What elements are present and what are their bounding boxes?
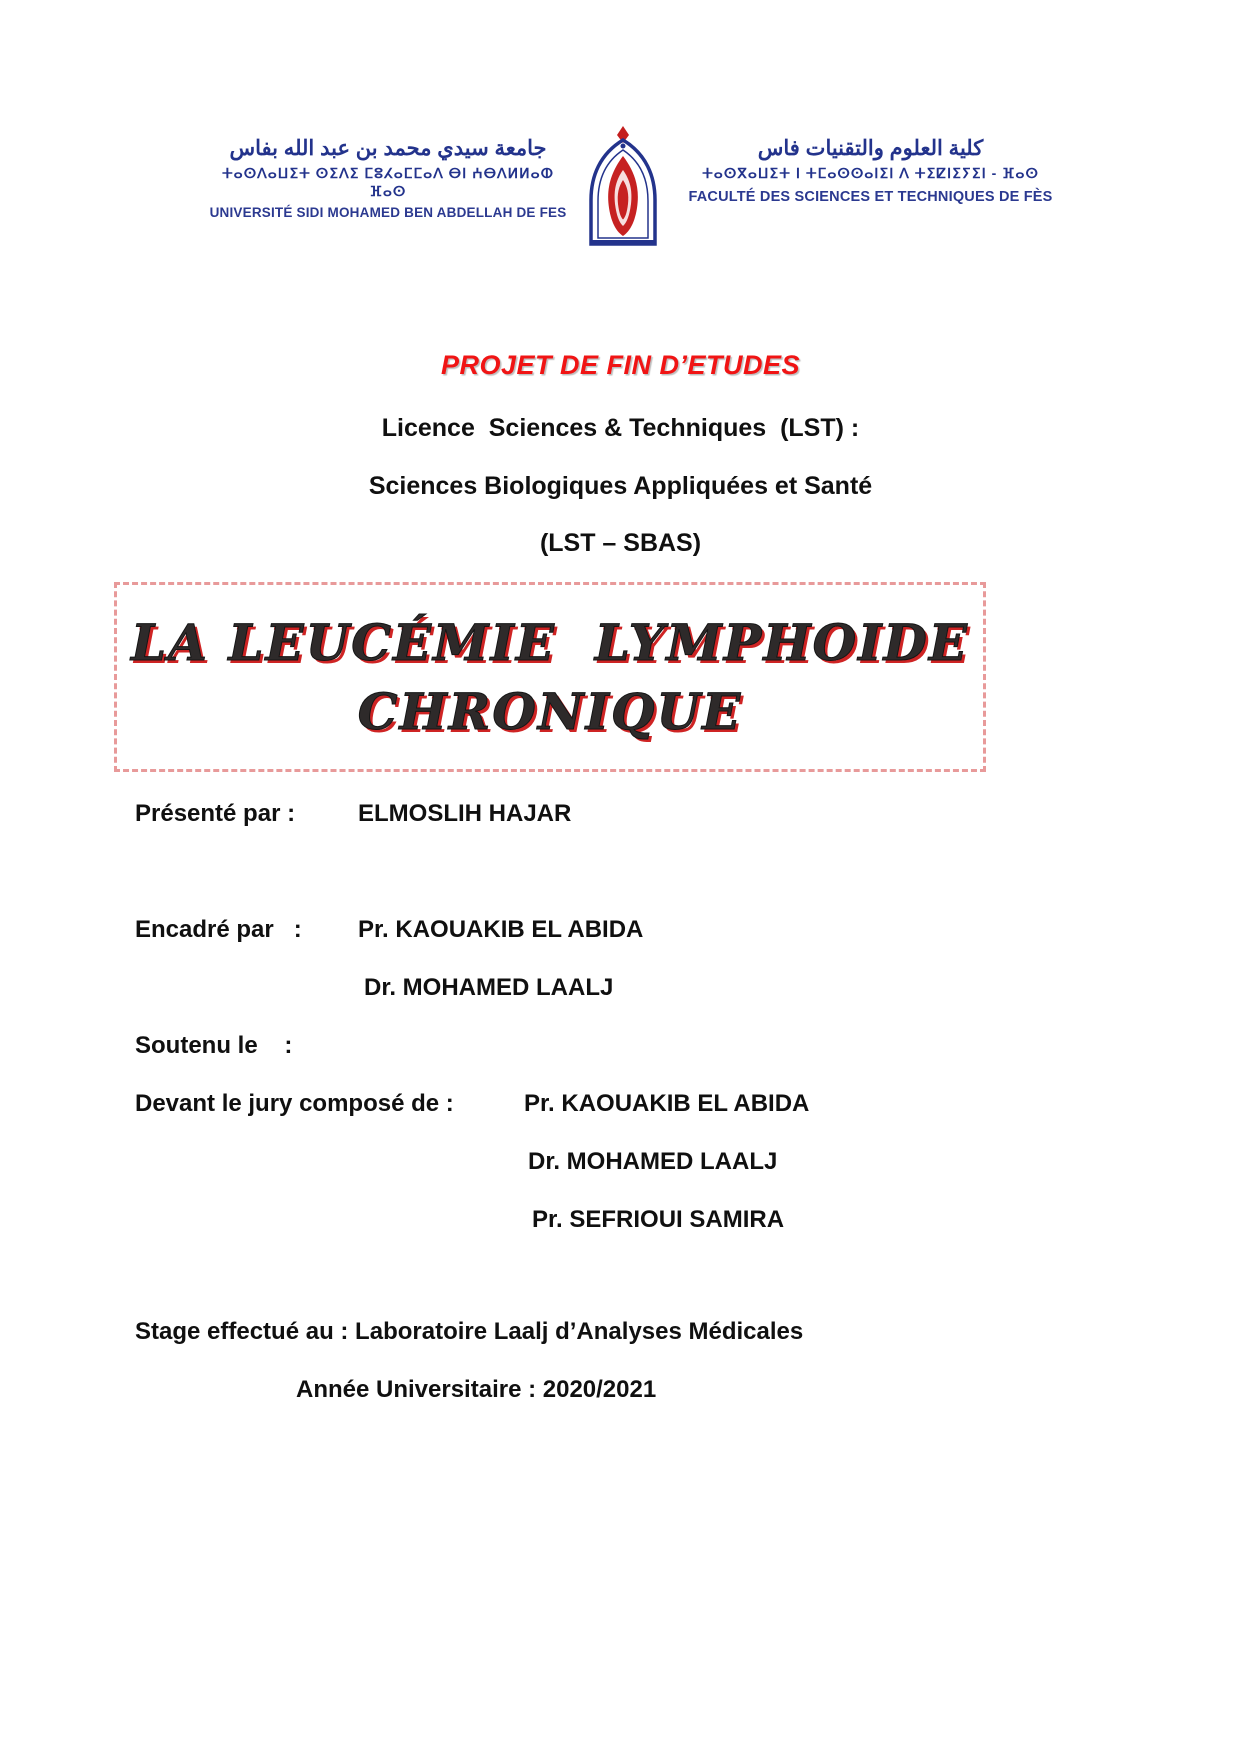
- defense-date-label: Soutenu le :: [135, 1032, 293, 1059]
- presented-by-value: ELMOSLIH HAJAR: [358, 800, 572, 827]
- faculty-name-latin: FACULTÉ DES SCIENCES ET TECHNIQUES DE FÈS: [688, 188, 1053, 205]
- abbrev-line: (LST – SBAS): [539, 529, 702, 557]
- university-logo-icon: [578, 126, 668, 248]
- jury-label: Devant le jury composé de :: [135, 1090, 454, 1117]
- faculty-name-arabic: كلية العلوم والتقنيات فاس: [757, 137, 984, 160]
- university-name-latin: UNIVERSITÉ SIDI MOHAMED BEN ABDELLAH DE FES: [209, 205, 567, 221]
- supervisor-2: Dr. MOHAMED LAALJ: [364, 974, 614, 1001]
- university-header-block: [208, 136, 568, 222]
- degree-line: Licence Sciences & Techniques (LST) :: [381, 414, 860, 442]
- supervised-by-label: Encadré par :: [135, 916, 302, 943]
- internship-location: Stage effectué au : Laboratoire Laalj d’Analyses Médicales: [135, 1318, 804, 1345]
- project-title: PROJET DE FIN D’ETUDES: [440, 350, 801, 380]
- faculty-name-tifinagh: ⵜⴰⵙⴳⴰⵡⵉⵜ ⵏ ⵜⵎⴰⵙⵙⴰⵏⵉⵏ ⴷ ⵜⵉⵇⵏⵉⵢⵉⵏ - ⴼⴰⵙ: [702, 165, 1039, 182]
- jury-member-2: Dr. MOHAMED LAALJ: [528, 1148, 778, 1175]
- faculty-header-block: [678, 136, 1063, 206]
- supervisor-1: Pr. KAOUAKIB EL ABIDA: [358, 916, 644, 943]
- main-title-line-1: LA LEUCÉMIE LYMPHOIDE: [130, 613, 970, 672]
- presented-by-label: Présenté par :: [135, 800, 296, 827]
- jury-member-3: Pr. SEFRIOUI SAMIRA: [532, 1206, 785, 1233]
- main-title-line-2: CHRONIQUE: [357, 682, 743, 741]
- university-name-arabic: جامعة سيدي محمد بن عبد الله بفاس: [229, 137, 547, 160]
- jury-member-1: Pr. KAOUAKIB EL ABIDA: [524, 1090, 810, 1117]
- main-title-box: [114, 582, 986, 772]
- program-line: Sciences Biologiques Appliquées et Santé: [368, 472, 873, 500]
- university-name-tifinagh: ⵜⴰⵙⴷⴰⵡⵉⵜ ⵙⵉⴷⵉ ⵎⵓⵃⴰⵎⵎⴰⴷ ⴱⵏ ⵄⴱⴷⵍⵍⴰⵀ ⴼⴰⵙ: [221, 165, 555, 199]
- academic-year: Année Universitaire : 2020/2021: [296, 1376, 657, 1403]
